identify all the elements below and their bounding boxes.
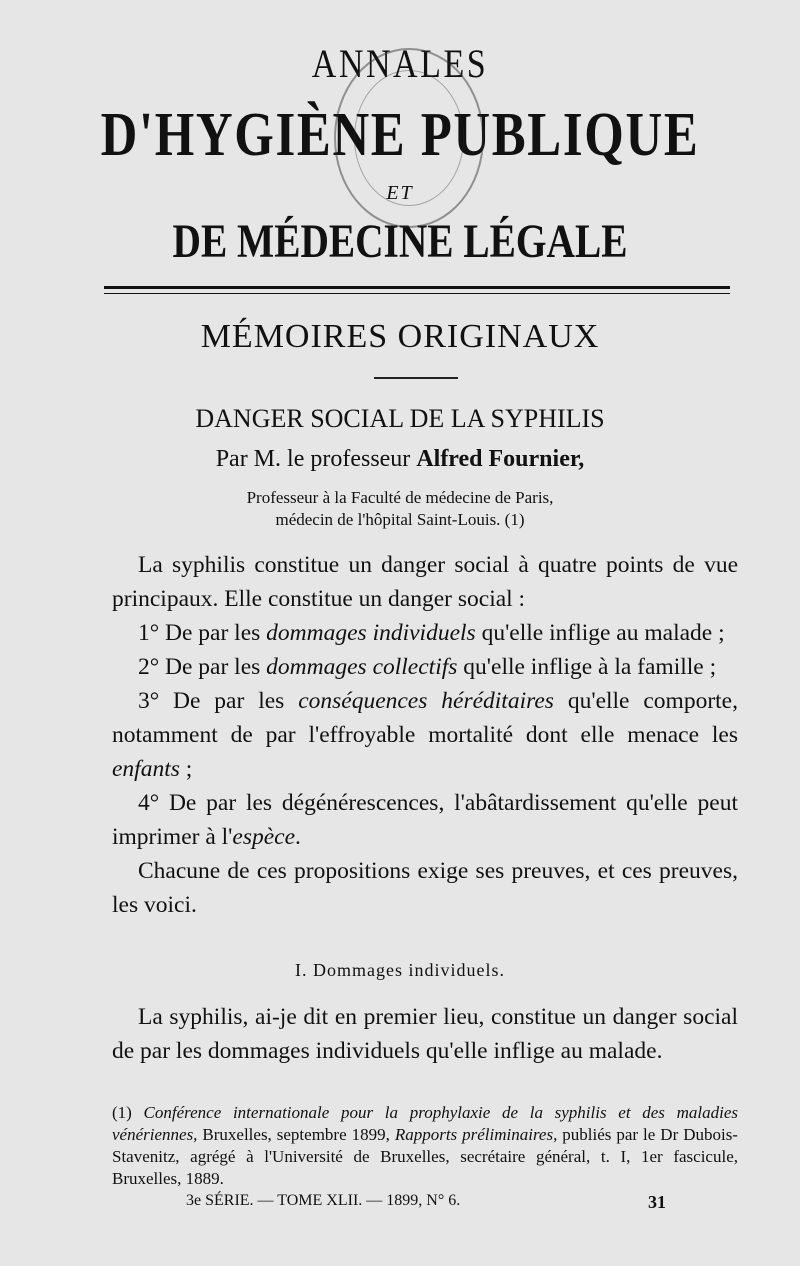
journal-title-line2: D'HYGIÈNE PUBLIQUE — [100, 101, 700, 169]
section-title: MÉMOIRES ORIGINAUX — [200, 318, 600, 355]
paragraph-point-4 — [112, 786, 738, 854]
point-2-emphasis: dommages collectifs — [266, 654, 458, 680]
paragraph-danger-individual: La syphilis, ai-je dit en premier lieu, constitue un danger social de par les dommages individuels qu'elle inflige au malade. — [112, 1004, 738, 1064]
author-name: Alfred Fournier, — [416, 446, 585, 472]
journal-title-line1: ANNALES — [311, 41, 489, 86]
footnote-text-2: publiés par le Dr Dubois-Stavenitz, agrégé à l'Université de Bruxelles, secrétaire général, t. I, 1er fascicule, Bruxelles, 1889. — [112, 1125, 738, 1188]
header-rule-thin — [104, 293, 730, 294]
byline-prefix: Par M. le professeur — [215, 446, 417, 472]
point-1-emphasis: dommages individuels — [266, 620, 476, 646]
section-divider — [374, 377, 458, 379]
library-stamp — [334, 48, 484, 228]
byline — [0, 446, 800, 473]
article-title: DANGER SOCIAL DE LA SYPHILIS — [195, 404, 605, 433]
affiliation-line1: Professeur à la Faculté de médecine de Paris, — [246, 488, 554, 507]
journal-title-line4: DE MÉDECINE LÉGALE — [172, 215, 628, 268]
page-footer — [186, 1192, 666, 1213]
journal-title-line3: ET — [386, 182, 414, 204]
point-4-emphasis: espèce — [232, 824, 296, 850]
subsection-heading: I. Dommages individuels. — [295, 960, 505, 980]
point-3-emphasis-2: enfants — [112, 756, 180, 782]
article-body-continued — [112, 1000, 738, 1068]
point-3-end: ; — [179, 756, 193, 782]
point-1-prefix: 1° De par les — [138, 620, 267, 646]
point-3-emphasis: conséquences héréditaires — [298, 688, 554, 714]
point-4-prefix: 4° De par les dégénérescences, l'abâtardissement qu'elle peut imprimer à l' — [112, 790, 738, 850]
paragraph-proofs: Chacune de ces propositions exige ses preuves, et ces preuves, les voici. — [112, 858, 738, 918]
footnote — [112, 1102, 738, 1190]
point-1-suffix: qu'elle inflige au malade ; — [475, 620, 725, 646]
article-body — [112, 548, 738, 922]
series-info: 3e SÉRIE. — TOME XLII. — 1899, N° 6. — [186, 1192, 461, 1209]
point-3-suffix: qu'elle comporte, notamment de par l'effroyable mortalité dont elle menace les — [112, 688, 738, 748]
footnote-marker: (1) — [112, 1103, 144, 1122]
library-stamp-inner-ring — [354, 70, 464, 206]
page-number: 31 — [648, 1192, 666, 1212]
point-3-prefix: 3° De par les — [138, 688, 299, 714]
point-4-end: . — [295, 824, 301, 850]
paragraph-point-3 — [112, 684, 738, 786]
header-rule-thick — [104, 286, 730, 289]
paragraph-intro: La syphilis constitue un danger social à quatre points de vue principaux. Elle constitue un danger social : — [112, 552, 738, 612]
paragraph-point-1 — [112, 616, 738, 650]
footnote-reports: Rapports préliminaires, — [394, 1125, 558, 1144]
paragraph-point-2 — [112, 650, 738, 684]
footnote-text-1: Bruxelles, septembre 1899, — [197, 1125, 395, 1144]
affiliation-line2: médecin de l'hôpital Saint-Louis. (1) — [275, 510, 525, 529]
point-2-prefix: 2° De par les — [138, 654, 267, 680]
point-2-suffix: qu'elle inflige à la famille ; — [457, 654, 717, 680]
footnote-conference: Conférence internationale pour la prophylaxie de la syphilis et des maladies vénériennes, — [112, 1103, 738, 1144]
